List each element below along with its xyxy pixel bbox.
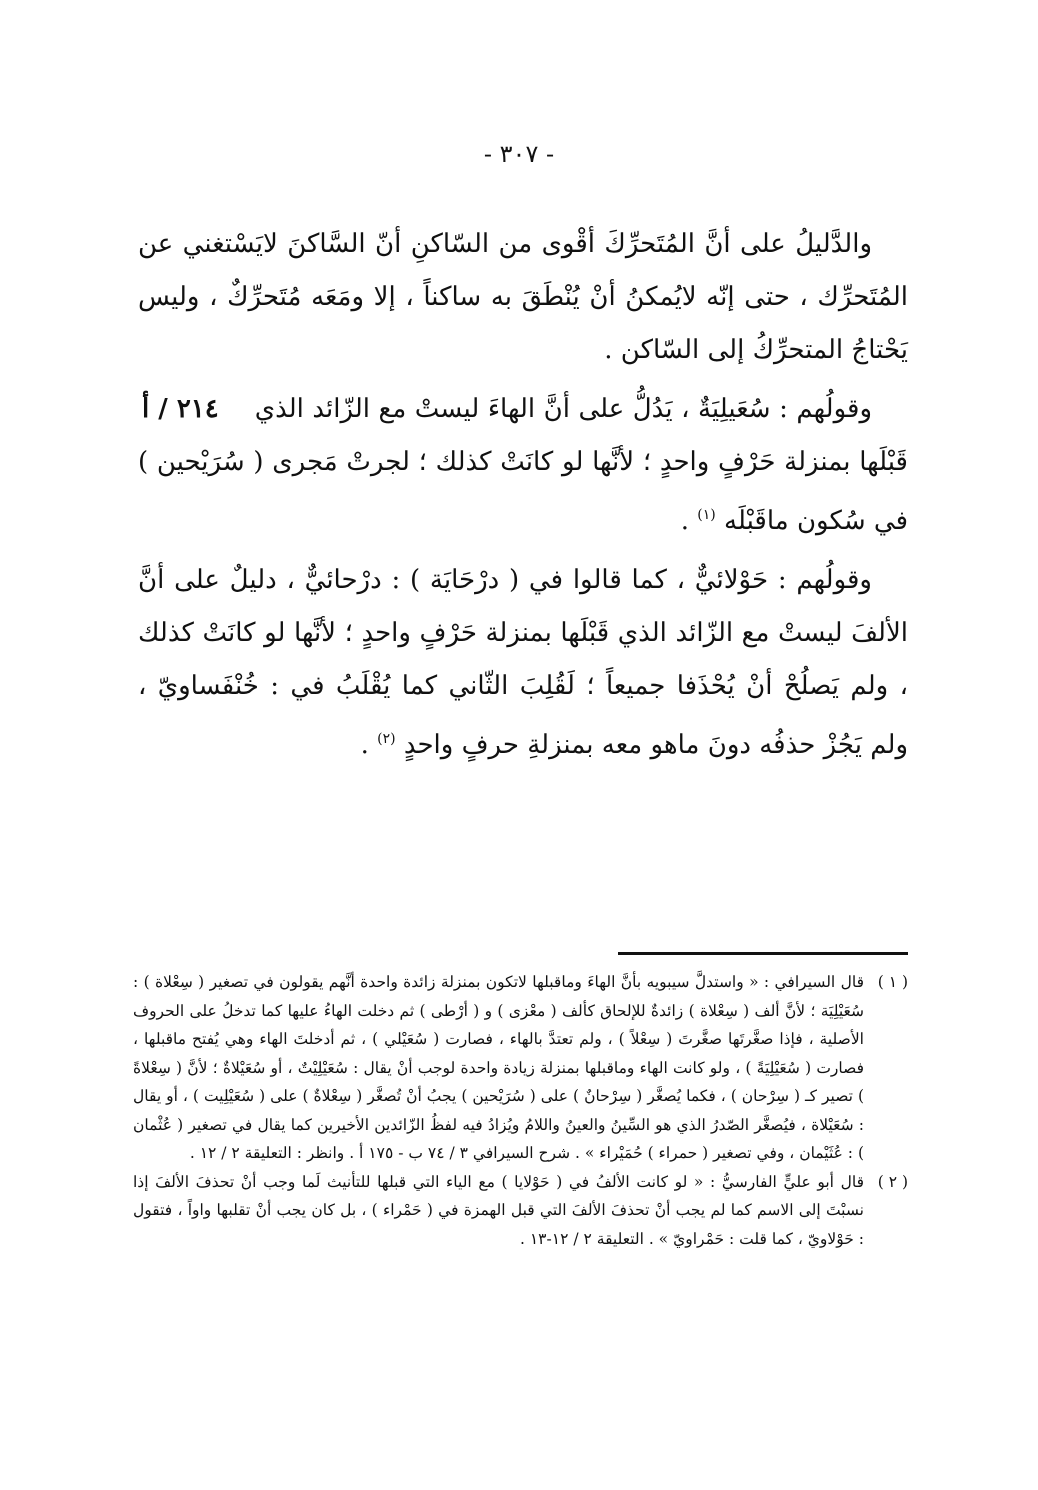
footnote-number: ( ٢ ) bbox=[877, 1172, 908, 1191]
footnote-separator bbox=[618, 952, 908, 955]
page-number: - ٣٠٧ - bbox=[483, 140, 555, 168]
paragraph-3-text: وقولُهم : حَوْلائيٌّ ، كما قالوا في ( درْحَايَة ) : درْحائيٌّ ، دليلٌ على أنَّ الألفَ ليستْ مع الزّائد الذي قَبْلَها بمنزلة حَرْفٍ واحدٍ ؛ لأنَّها لو كانَتْ كذلك ، ولم يَصلُحْ أنْ يُحْذَفا جميعاً ؛ لَقُلِبَ الثّاني كما يُقْلَبُ في : خُنْفَساويّ ، ولم يَجُزْ حذفُه دونَ ماهو معه بمنزلةِ حرفٍ واحدٍ bbox=[138, 565, 908, 760]
footnote-1 bbox=[133, 968, 908, 1168]
footnote-text: قال السيرافي : « واستدلَّ سيبويه بأنَّ الهاءَ وماقبلها لاتكون بمنزلة زائدة واحدة أنَّهم يقولون في تصغير ( سِعْلاة ) : سُعَيْلِيَة ؛ لأنَّ ألف ( سِعْلاة ) زائدةٌ للإلحاق كألف ( معْزى ) و ( أرْطى ) ثم دخلت الهاءُ عليها كما تدخلُ على الحروف الأصلية ، فإذا صغَّرتَها صغَّرتَ ( سِعْلاً ) ، ولم تعتدَّ بالهاء ، فصارت ( سُعَيْلي ) ، ثم أدخلتَ الهاء وهي يُفتح ماقبلها ، فصارت ( سُعَيْلِيَةً ) ، ولو كانت الهاء وماقبلها بمنزلة زيادة واحدة لوجب أنْ يقال : سُعَيْلِيْتٌ ، أو سُعَيْلاةٌ ؛ لأنَّ ( سِعْلاةً ) تصير كـ ( سِرْحان ) ، فكما يُصغَّر ( سِرْحانٌ ) على ( سُرَيْحين ) يجبُ أنْ تُصغَّر ( سِعْلاةٌ ) على ( سُعَيْلِيت ) ، أو يقال : سُعَيْلاة ، فيُصغَّر الصّدرُ الذي هو السِّينُ والعينُ واللامُ ويُزادُ فيه لفظُ الزّائدين الأخيرين كما يقال في تصغير ( عُثْمان ) : عُثَيْمان ، وفي تصغير ( حمراء ) حُمَيْراء » . شرح السيرافي ٣ / ٧٤ ب - ١٧٥ أ . وانظر : التعليقة ٢ / ١٢ . bbox=[133, 973, 864, 1162]
paragraph-2-text: وقولُهم : سُعَيلِيَةٌ ، يَدُلُّ على أنَّ الهاءَ ليستْ مع الزّائد الذي قَبْلَها بمنزلة حَرْفٍ واحدٍ ؛ لأنَّها لو كانَتْ كذلك ؛ لجرتْ مَجرى ( سُرَيْحين ) في سُكون ماقَبْلَه bbox=[138, 394, 908, 536]
paragraph-2-end: . bbox=[680, 506, 690, 536]
paragraph-1-text: والدَّليلُ على أنَّ المُتَحرِّكَ أقْوى من السّاكنِ أنّ السَّاكنَ لايَسْتغني عن المُتَحرِّك ، حتى إنّه لايُمكنُ أنْ يُنْطَقَ به ساكناً ، إلا ومَعَه مُتَحرِّكٌ ، وليس يَحْتاجُ المتحرِّكُ إلى السّاكن . bbox=[138, 229, 908, 365]
footnotes bbox=[133, 968, 908, 1253]
paragraph-3 bbox=[138, 554, 908, 772]
paragraph-3-end: . bbox=[360, 730, 369, 760]
main-text bbox=[138, 218, 908, 772]
paragraph-1 bbox=[138, 218, 908, 377]
footnote-2 bbox=[133, 1168, 908, 1254]
paragraph-2 bbox=[138, 383, 908, 548]
footnote-ref-2[interactable]: (٢) bbox=[377, 731, 396, 747]
footnote-ref-1[interactable]: (١) bbox=[697, 507, 716, 523]
manuscript-folio-marker: ٢١٤ / أ bbox=[142, 394, 219, 424]
footnote-number: ( ١ ) bbox=[877, 973, 908, 991]
footnote-text: قال أبو عليٍّ الفارسيُّ : « لو كانت الألفُ في ( حَوْلايا ) مع الياء التي قبلها للتأنيث لَما وجب أنْ تحذفَ الألفَ إذا نسبْتَ إلى الاسم كما لم يجب أنْ تحذفَ الألفَ التي قبل الهمزة في ( حَمْراء ) ، بل كان يجب أنْ تقلبها واواً ، فتقول : حَوْلاويّ ، كما قلت : حَمْراويّ » . التعليقة ٢ / ١٢-١٣ . bbox=[133, 1172, 864, 1248]
